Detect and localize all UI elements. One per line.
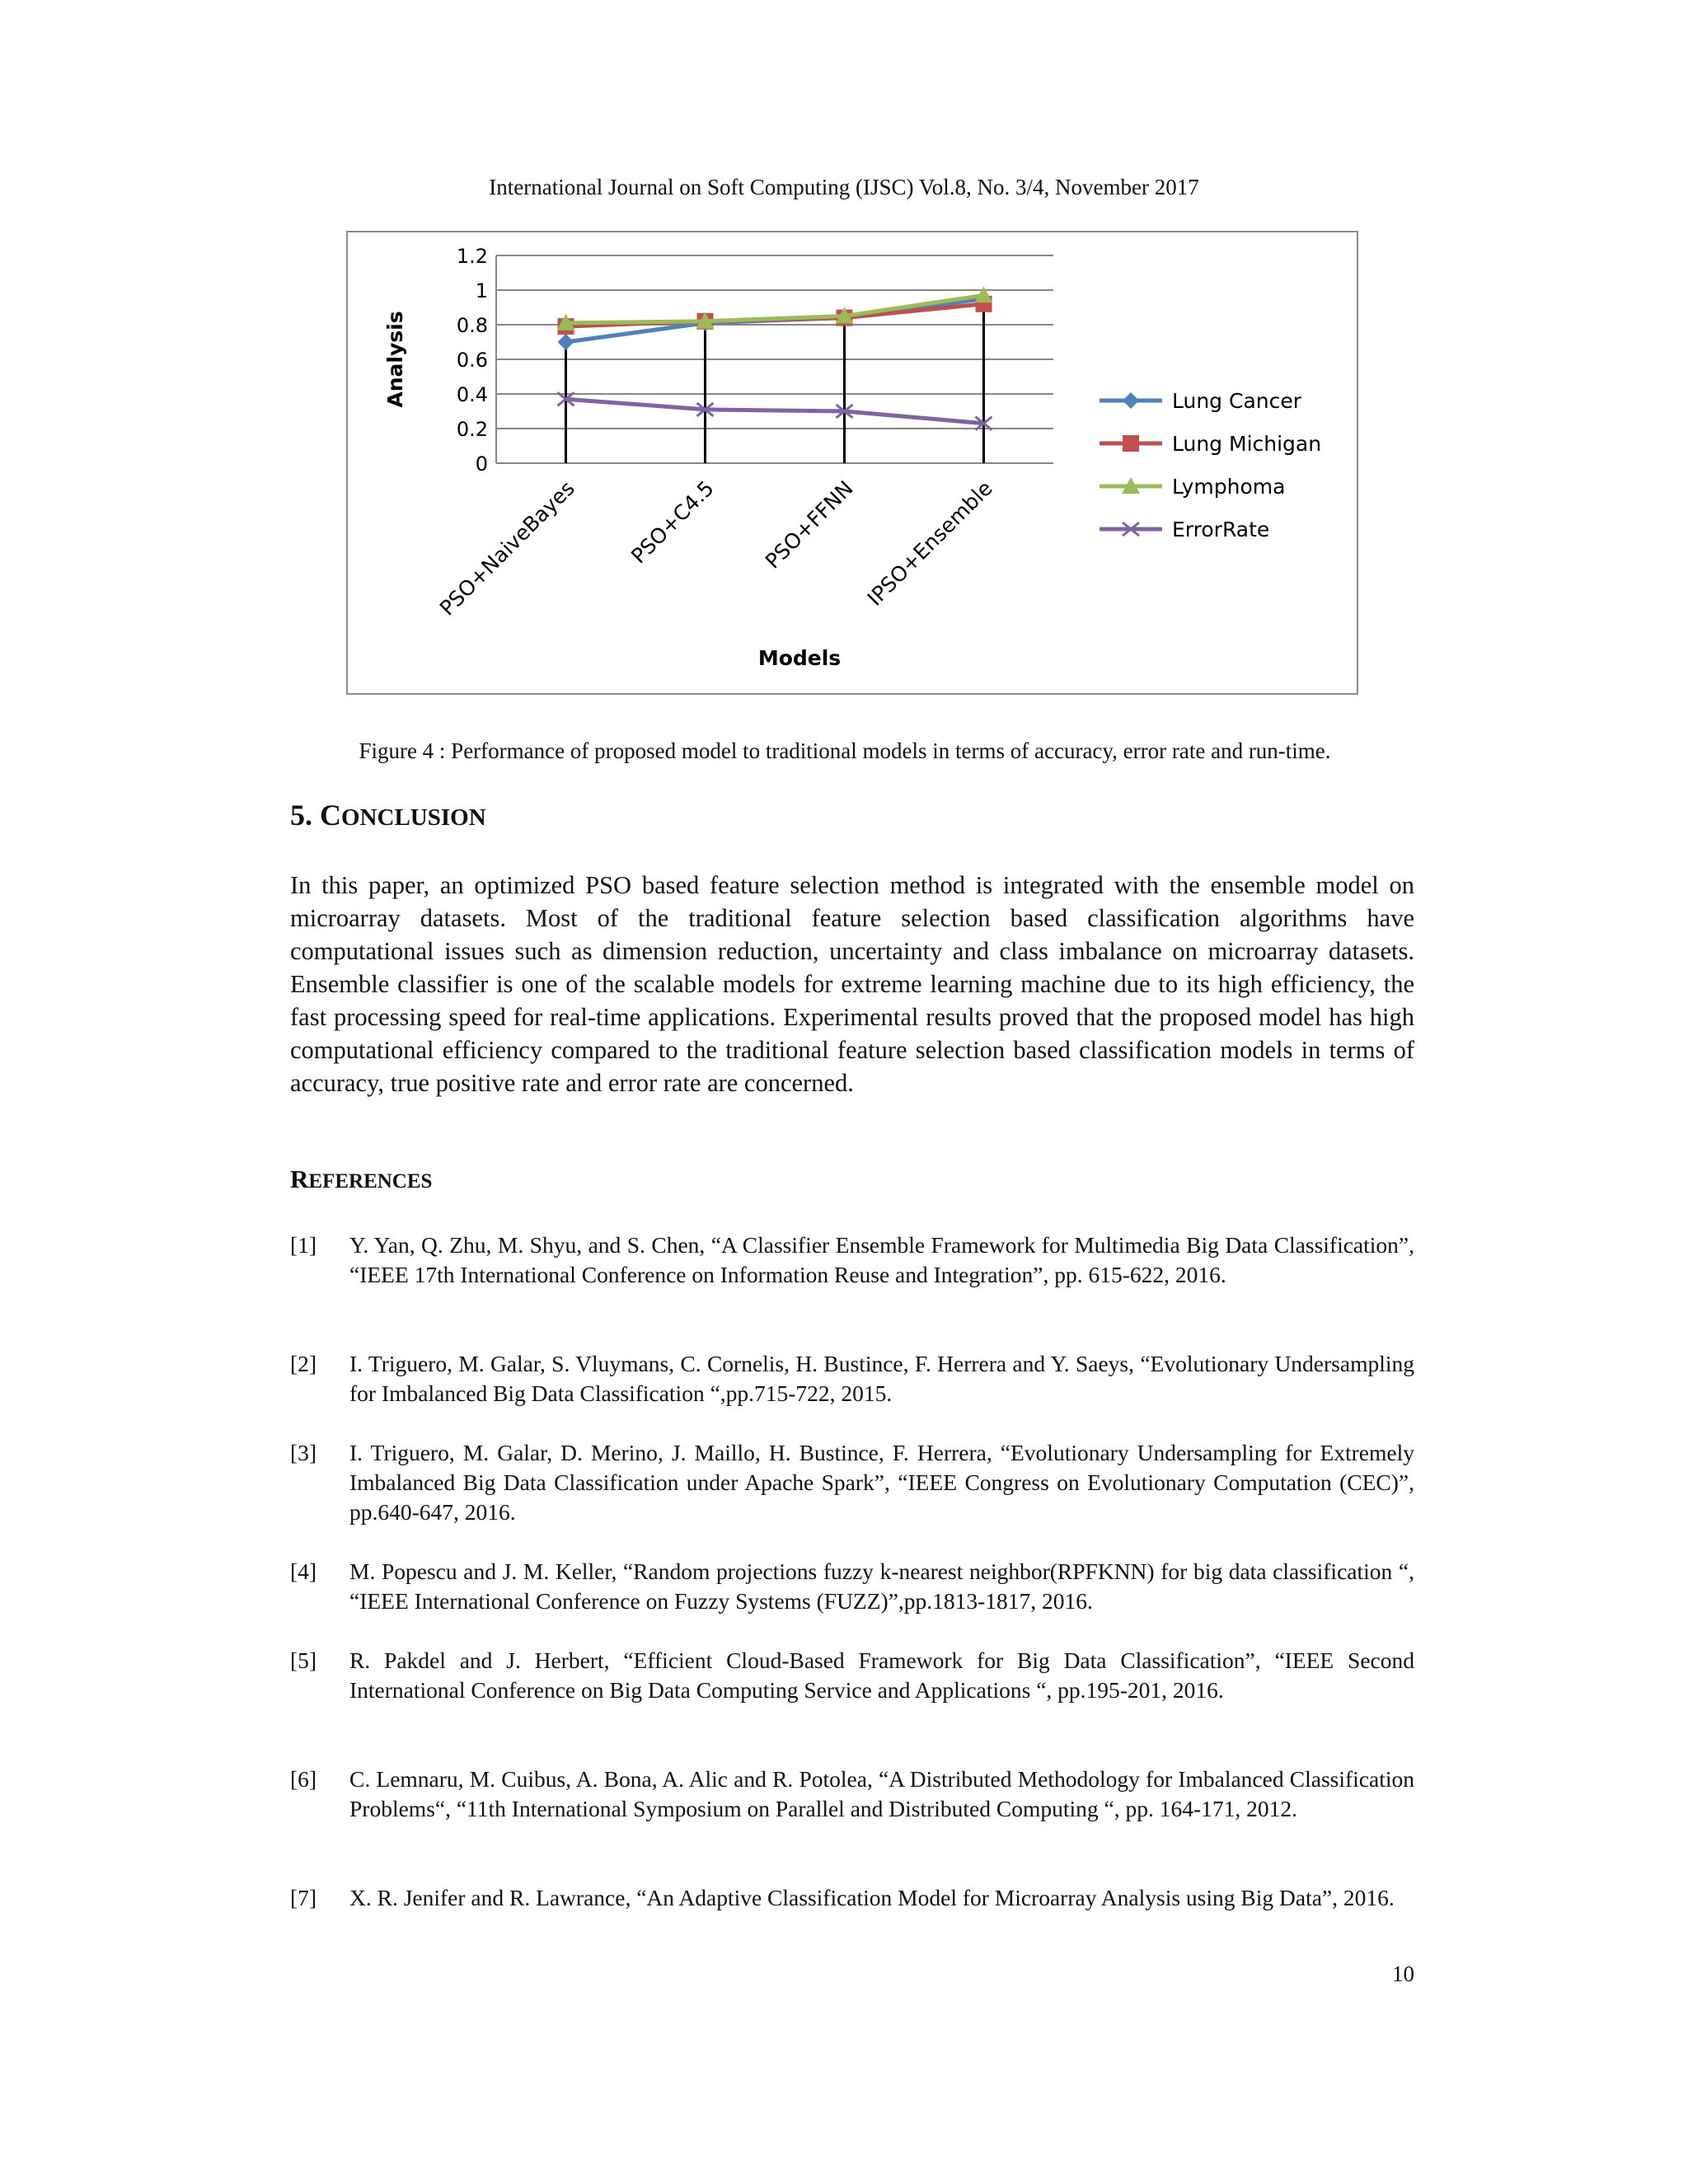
x-axis-title: Models	[757, 646, 842, 670]
reference-number: [3]	[290, 1440, 317, 1465]
references-heading	[290, 1165, 432, 1194]
reference-text: Y. Yan, Q. Zhu, M. Shyu, and S. Chen, “A Classifier Ensemble Framework for Multimedia Big Data Classification”, “IEEE 17th International Conference on Information Reuse and Integration”, pp. 615-622, 2016.	[349, 1232, 1414, 1287]
y-axis-title: Analysis	[383, 311, 407, 408]
reference-text: M. Popescu and J. M. Keller, “Random projections fuzzy k-nearest neighbor(RPFKNN) for big data classification “, “IEEE International Conference on Fuzzy Systems (FUZZ)”,pp.1813-1817, 2016.	[349, 1558, 1414, 1614]
reference-text: I. Triguero, M. Galar, D. Merino, J. Maillo, H. Bustince, F. Herrera, “Evolutionary Undersampling for Extremely Imbalanced Big Data Classification under Apache Spark”, “IEEE Congress on Evolutionary Computation (CEC)”, pp.640-647, 2016.	[349, 1440, 1414, 1525]
reference-text: C. Lemnaru, M. Cuibus, A. Bona, A. Alic and R. Potolea, “A Distributed Methodology for Imbalanced Classification Problems“, “11th International Symposium on Parallel and Distributed Computing “, pp. 164-171, 2012.	[349, 1766, 1414, 1821]
reference-item	[290, 1349, 1414, 1408]
reference-number: [5]	[290, 1647, 317, 1673]
performance-line-chart	[348, 232, 1357, 693]
y-tick-label: 0	[475, 452, 488, 476]
series-line	[566, 399, 984, 423]
reference-item	[290, 1765, 1414, 1824]
reference-item	[290, 1438, 1414, 1527]
legend-swatch-marker	[1123, 392, 1139, 409]
section-heading-rest: ONCLUSION	[341, 804, 486, 831]
x-category-label: PSO+FFNN	[760, 476, 858, 574]
legend-label: Lung Michigan	[1172, 432, 1322, 456]
chart-frame	[346, 231, 1358, 695]
y-tick-label: 0.4	[456, 383, 488, 406]
reference-number: [6]	[290, 1766, 317, 1792]
reference-number: [1]	[290, 1232, 317, 1258]
reference-number: [4]	[290, 1558, 317, 1584]
legend-label: Lymphoma	[1172, 475, 1286, 499]
reference-item	[290, 1557, 1414, 1616]
reference-number: [7]	[290, 1885, 317, 1910]
conclusion-paragraph: In this paper, an optimized PSO based feature selection method is integrated with the ensemble model on microarray datasets. Most of the traditional feature selection based classification algorithms have computational issues such as dimension reduction, uncertainty and class imbalance on microarray datasets. Ensemble classifier is one of the scalable models for extreme learning machine due to its high efficiency, the fast processing speed for real-time applications. Experimental results proved that the proposed model has high computational efficiency compared to the traditional feature selection based classification models in terms of accuracy, true positive rate and error rate are concerned.	[290, 871, 1414, 1097]
references-heading-lead: R	[290, 1165, 309, 1193]
reference-text: R. Pakdel and J. Herbert, “Efficient Cloud-Based Framework for Big Data Classification”, “IEEE Second International Conference on Big Data Computing Service and Applications “, pp.195-201, 2016.	[349, 1647, 1414, 1703]
reference-item	[290, 1230, 1414, 1290]
reference-text: I. Triguero, M. Galar, S. Vluymans, C. Cornelis, H. Bustince, F. Herrera and Y. Saeys, “Evolutionary Undersampling for Imbalanced Big Data Classification “,pp.715-722, 2015.	[349, 1351, 1414, 1406]
reference-number: [2]	[290, 1351, 317, 1376]
legend-swatch-marker	[1123, 435, 1139, 452]
y-tick-label: 0.8	[456, 314, 488, 337]
section-heading	[290, 798, 486, 832]
y-tick-label: 1.2	[456, 245, 488, 268]
x-category-label: IPSO+Ensemble	[862, 476, 997, 611]
data-point	[558, 334, 574, 350]
page-number: 10	[1392, 1961, 1414, 1986]
figure-caption: Figure 4 : Performance of proposed model to traditional models in terms of accuracy, error rate and run-time.	[359, 738, 1331, 763]
x-category-label: PSO+NaiveBayes	[434, 476, 579, 621]
reference-text: X. R. Jenifer and R. Lawrance, “An Adaptive Classification Model for Microarray Analysis using Big Data”, 2016.	[349, 1885, 1395, 1910]
legend-label: ErrorRate	[1172, 518, 1270, 541]
y-tick-label: 1	[475, 279, 488, 302]
references-heading-rest: EFERENCES	[308, 1170, 433, 1193]
reference-item	[290, 1883, 1414, 1913]
y-tick-label: 0.6	[456, 349, 488, 372]
journal-header: International Journal on Soft Computing (IJSC) Vol.8, No. 3/4, November 2017	[489, 175, 1199, 199]
y-tick-label: 0.2	[456, 418, 488, 441]
legend-label: Lung Cancer	[1172, 389, 1302, 413]
x-category-label: PSO+C4.5	[626, 476, 719, 569]
section-heading-lead: 5. C	[290, 799, 341, 832]
reference-item	[290, 1646, 1414, 1705]
